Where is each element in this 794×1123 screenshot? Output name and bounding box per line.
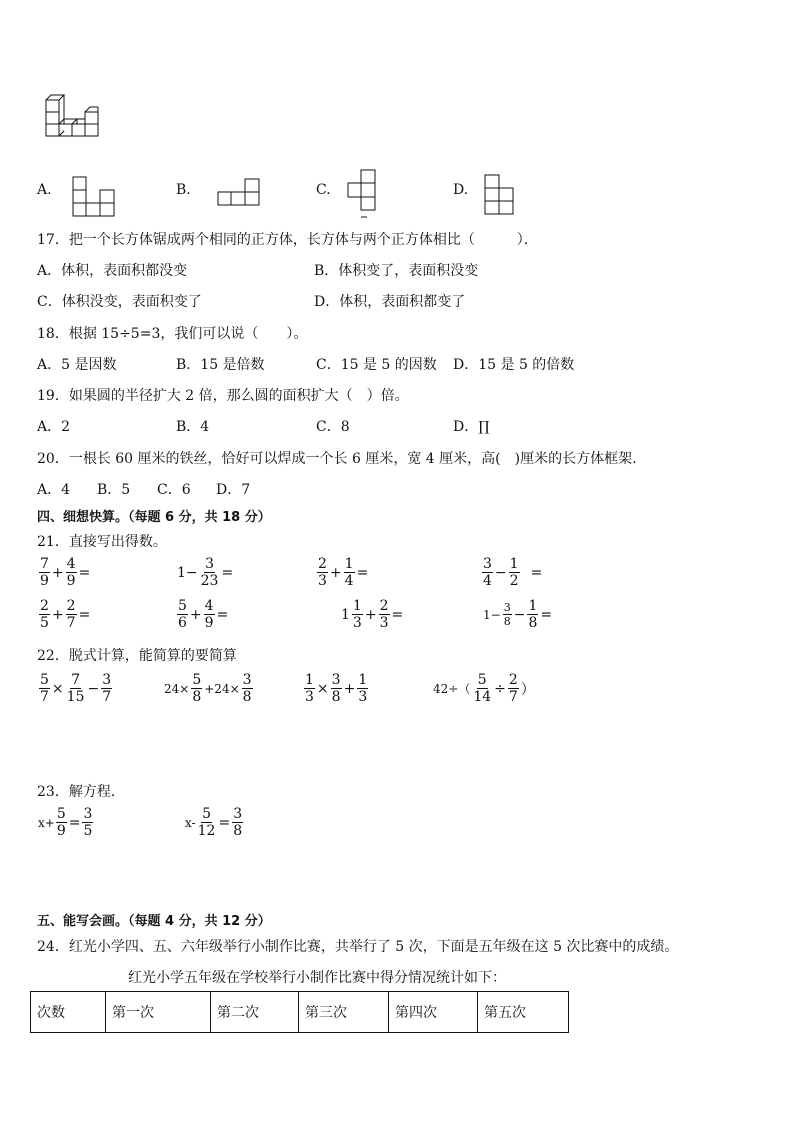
q17-stem: 17．把一个长方体锯成两个相同的正方体，长方体与两个正方体相比（ ）．: [37, 232, 538, 248]
table-header-cell: 第三次: [299, 992, 389, 1033]
option-c-label: C.: [316, 182, 331, 198]
q18-option-b: B．15 是倍数: [176, 357, 265, 373]
option-d-label: D.: [453, 182, 469, 198]
q19-option-c: C．8: [316, 419, 350, 435]
q17-option-b: B．体积变了，表面积没变: [314, 263, 479, 279]
q17-option-a: A．体积，表面积都没变: [37, 263, 188, 279]
q21-expr-2: 1− $\frac{3}{23}$ =: [177, 556, 234, 589]
q21-stem: 21．直接写出得数。: [37, 534, 167, 550]
q21-expr-7: 1 $\frac{1}{3}$ + $\frac{2}{3}$ =: [341, 598, 404, 631]
view-a-figure: [72, 176, 116, 218]
q22-expr-2: 24× $\frac{5}{8}$ +24× $\frac{3}{8}$: [164, 672, 252, 705]
q24-table-title: 红光小学五年级在学校举行小制作比赛中得分情况统计如下：: [128, 970, 506, 986]
section5-heading: 五、能写会画。（每题 4 分，共 12 分）: [37, 914, 271, 929]
q22-expr-4: 42÷（ $\frac{5}{14}$ ÷ $\frac{2}{7}$ ）: [433, 672, 535, 705]
q20-option-d: D．7: [216, 482, 251, 498]
q18-option-c: C．15 是 5 的因数: [316, 357, 437, 373]
table-header-cell: 第四次: [389, 992, 478, 1033]
q21-expr-8: 1− $\frac{3}{8}$ − $\frac{1}{8}$ =: [483, 598, 553, 631]
q18-stem: 18．根据 15÷5=3，我们可以说（ ）。: [37, 326, 308, 342]
cube-stack-figure: [44, 92, 100, 140]
table-header-cell: 次数: [31, 992, 106, 1033]
q20-option-b: B．5: [97, 482, 131, 498]
q17-option-c: C．体积没变，表面积变了: [37, 294, 202, 310]
q22-expr-1: $\frac{5}{7}$ × $\frac{7}{15}$ − $\frac{3}{7}$: [40, 672, 112, 705]
q21-expr-1: $\frac{7}{9}$ + $\frac{4}{9}$ =: [40, 556, 91, 589]
section4-heading: 四、细想快算。（每题 6 分，共 18 分）: [37, 510, 271, 525]
option-a-label: A.: [37, 182, 52, 198]
q20-stem: 20．一根长 60 厘米的铁丝，恰好可以焊成一个长 6 厘米，宽 4 厘米，高( )厘米的长方体框架.: [37, 451, 637, 467]
q19-stem: 19．如果圆的半径扩大 2 倍，那么圆的面积扩大（ ）倍。: [37, 388, 409, 404]
q24-stem: 24．红光小学四、五、六年级举行小制作比赛，共举行了 5 次，下面是五年级在这 5 次比赛中的成绩。: [37, 939, 679, 955]
q21-expr-5: $\frac{2}{5}$ + $\frac{2}{7}$ =: [40, 598, 91, 631]
view-b-figure: [217, 177, 261, 207]
q20-option-a: A．4: [37, 482, 71, 498]
q19-option-b: B．4: [176, 419, 210, 435]
q19-option-d: D．∏: [453, 419, 490, 435]
q21-expr-6: $\frac{5}{6}$ + $\frac{4}{9}$ =: [178, 598, 229, 631]
q20-option-c: C．6: [157, 482, 191, 498]
q21-expr-3: $\frac{2}{3}$ + $\frac{1}{4}$ =: [318, 556, 369, 589]
q21-expr-4: $\frac{3}{4}$ − $\frac{1}{2}$ =: [483, 556, 543, 589]
table-header-cell: 第二次: [211, 992, 299, 1033]
table-row: [31, 992, 569, 1033]
score-table: [30, 991, 569, 1033]
view-c-figure: [346, 169, 378, 221]
table-header-cell: 第一次: [106, 992, 211, 1033]
q23-stem: 23．解方程．: [37, 784, 125, 800]
option-b-label: B.: [176, 182, 191, 198]
table-header-cell: 第五次: [478, 992, 569, 1033]
q17-option-d: D．体积，表面积都变了: [314, 294, 466, 310]
q19-option-a: A．2: [37, 419, 71, 435]
q18-option-a: A．5 是因数: [37, 357, 117, 373]
q22-stem: 22．脱式计算，能简算的要简算: [37, 648, 237, 664]
q23-equation-2: x- $\frac{5}{12}$ = $\frac{3}{8}$: [185, 806, 243, 839]
q23-equation-1: x+ $\frac{5}{9}$ = $\frac{3}{5}$: [38, 806, 93, 839]
q18-option-d: D．15 是 5 的倍数: [453, 357, 575, 373]
q22-expr-3: $\frac{1}{3}$ × $\frac{3}{8}$ + $\frac{1}{3}$: [305, 672, 368, 705]
view-d-figure: [484, 174, 516, 216]
